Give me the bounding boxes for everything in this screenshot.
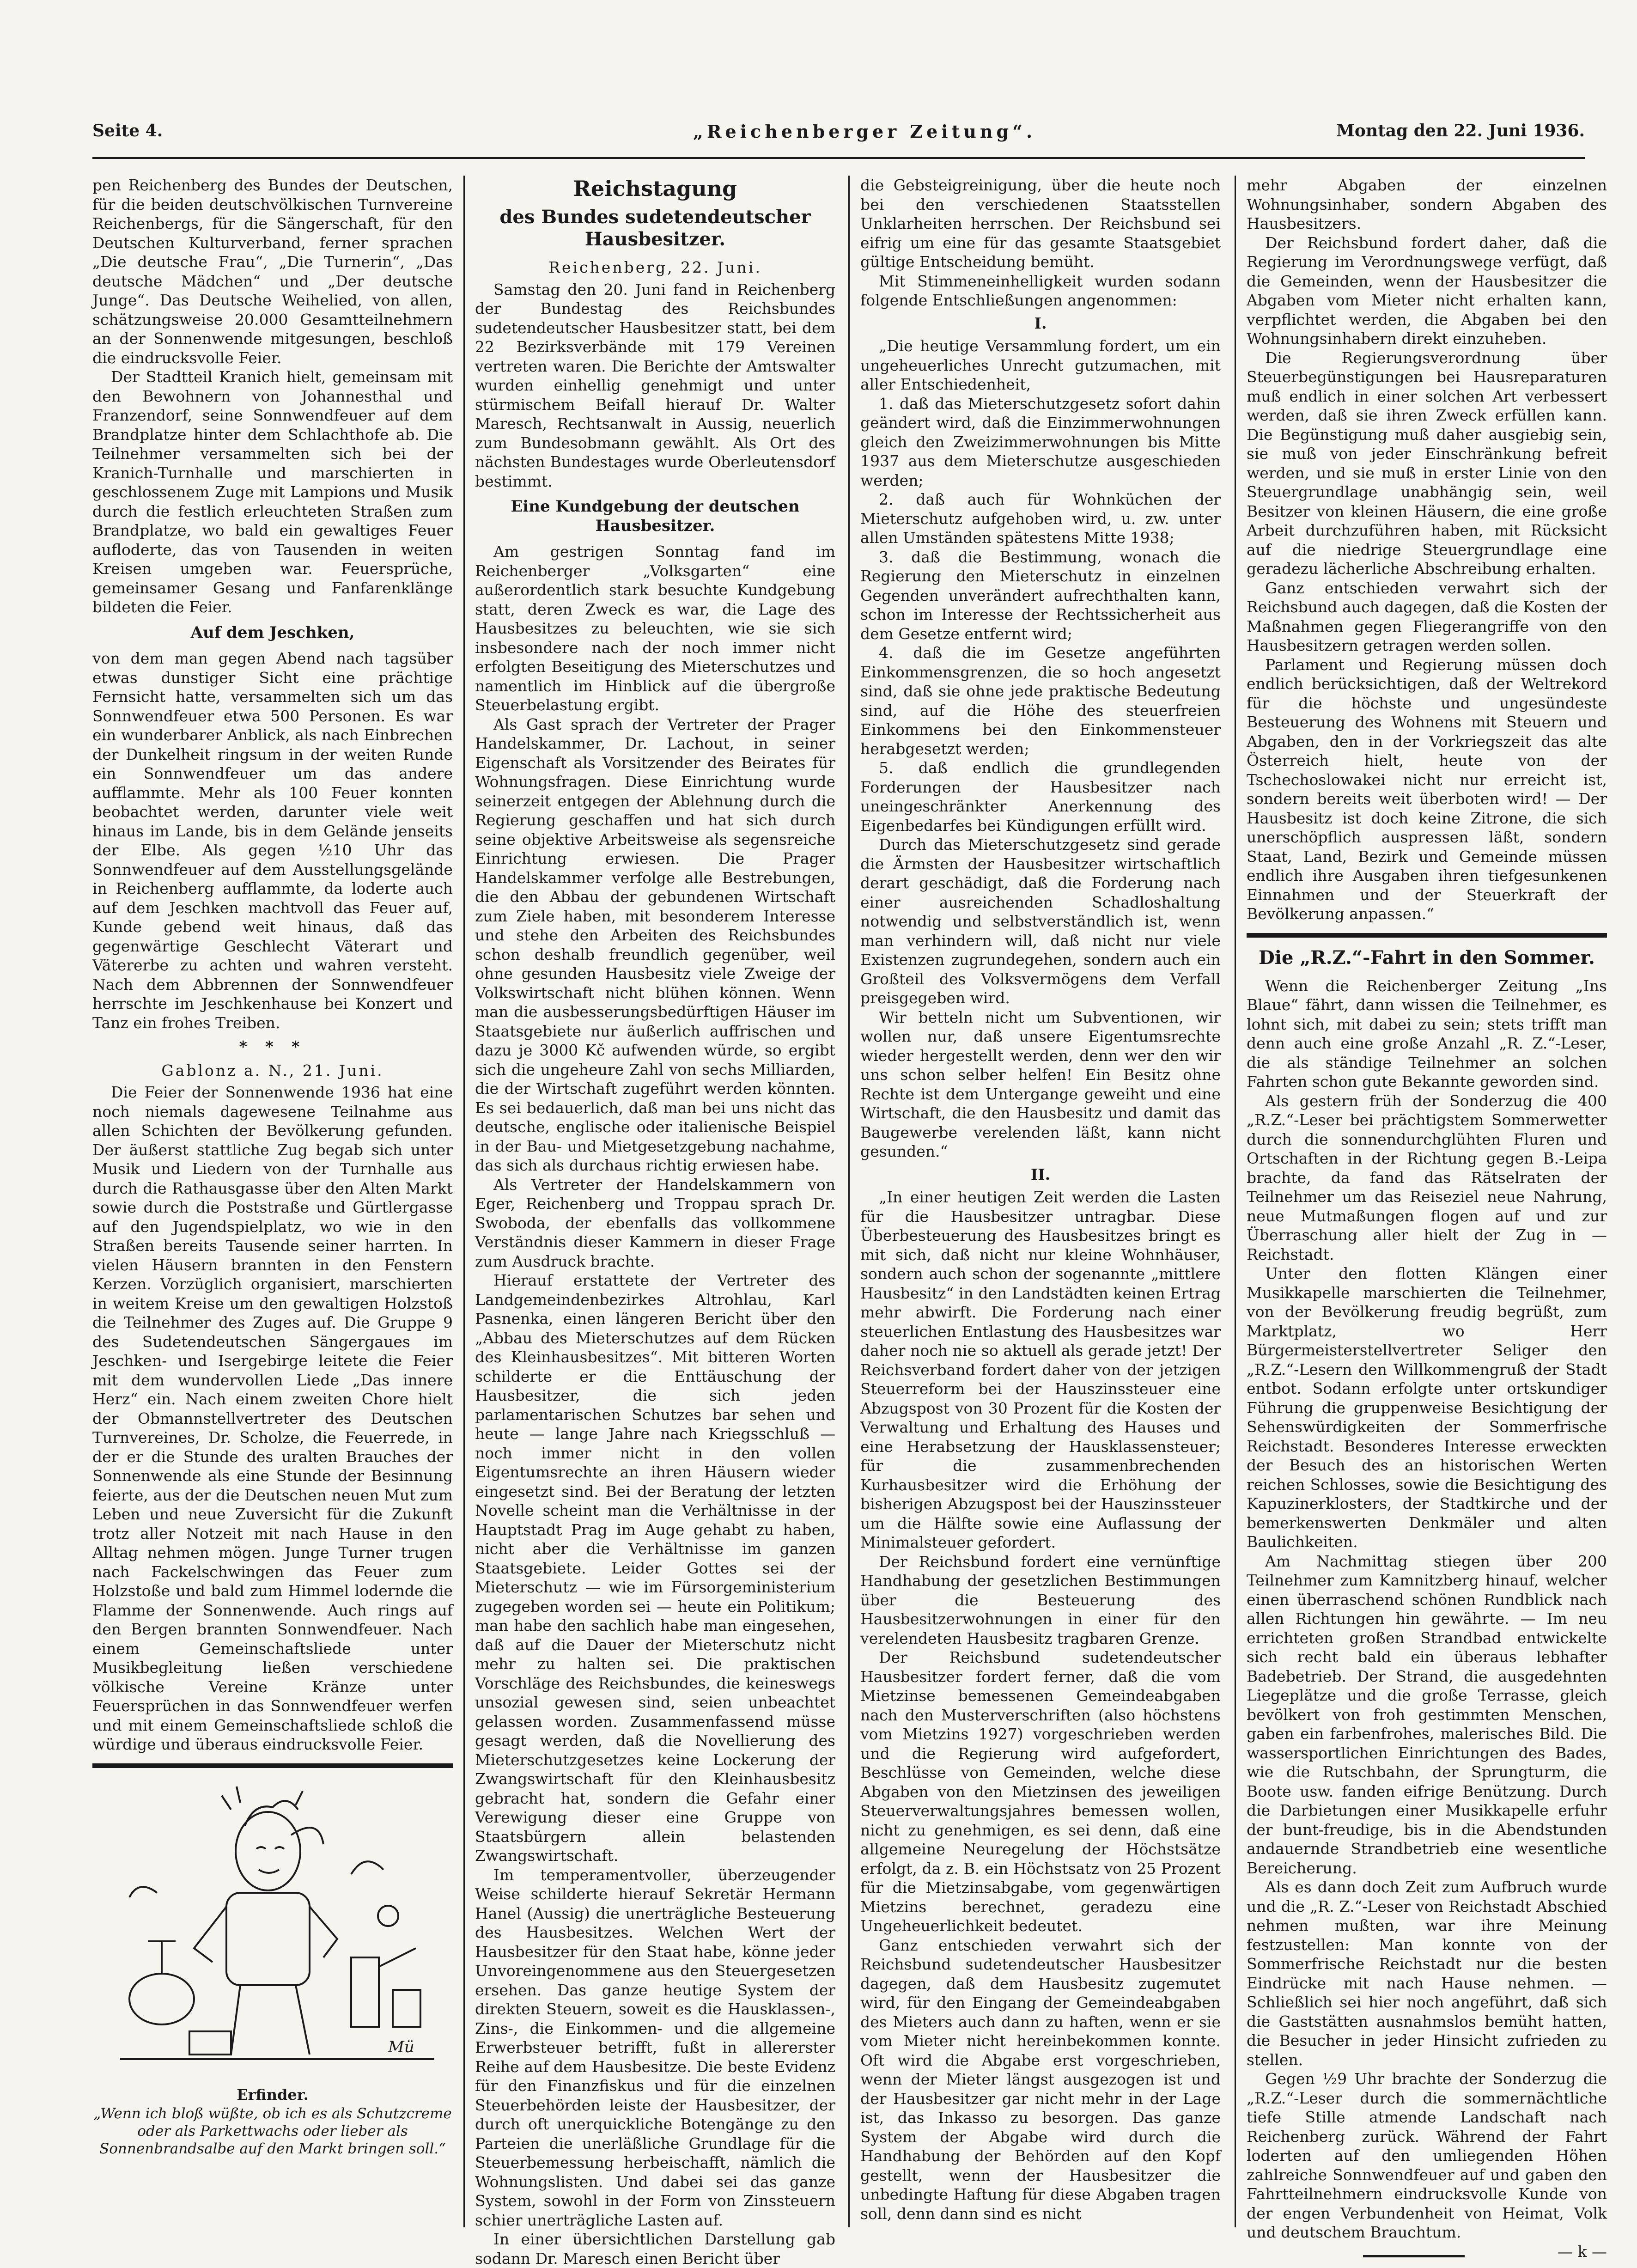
paragraph: Ganz entschieden verwahrt sich der Reichsbund sudetendeutscher Hausbesitzer dagegen, daß dem Hausbesitz zugemutet wird, für den Eingang der Gemeindeabgaben des Mieters auch dann zu haften, wenn er sie vom Mieter nicht hereinbekommen konnte. Oft wird die Abgabe erst vorgeschrieben, wenn der Mieter längst ausgezogen ist und der Hausbesitzer gar nicht mehr in der Lage ist, das Inkasso zu besorgen. Das ganze System der Abgabe wird durch die Handhabung der Behörden auf den Kopf gestellt, wenn der Hausbesitzer die unbedingte Haftung für diese Abgaben tragen soll, denn dann sind es nicht: [860, 1936, 1221, 2223]
paragraph: 1. daß das Mieterschutzgesetz sofort dahin geändert wird, daß die Einzimmerwohnungen gleich den Zweizimmerwohnungen bis Mitte 1937 aus dem Mieterschutze ausgeschieden werden;: [860, 394, 1221, 489]
paragraph: Der Reichsbund fordert eine vernünftige Handhabung der gesetzlichen Bestimmungen über die Besteuerung des Hausbesitzerwohnungen in einer für den verelendeten Hausbesitz tragbaren Grenze.: [860, 1552, 1221, 1647]
paragraph: Die Feier der Sonnenwende 1936 hat eine noch niemals dagewesene Teilnahme aus allen Schichten der Bevölkerung gefunden. Der äußerst stattliche Zug begab sich unter Musik und Liedern von der Turnhalle aus durch die Rathausgasse über den Alten Markt sowie durch die Poststraße und Gürtlergasse auf den Jugendspielplatz, wo wie in den Straßen bereits Tausende seiner harrten. In vielen Häusern brannten in den Fenstern Kerzen. Vorzüglich organisiert, marschierten in weitem Kreise um den gewaltigen Holzstoß die Teilnehmer des Zuges auf. Die Gruppe 9 des Sudetendeutschen Sängergaues im Jeschken- und Isergebirge leitete die Feier mit dem wundervollen Liede „Das innere Herz“ ein. Nach einem zweiten Chore hielt der Obmannstellvertreter des Deutschen Turnvereines, Dr. Scholze, die Feuerrede, in der er die Stunde des uralten Brauches der Sonnenwende als eine Stunde der Besinnung feierte, aus der die Deutschen neuen Mut zum Leben und neue Zuversicht für die Zukunft trotz aller Notzeit mit nach Hause in den Alltag nehmen mögen. Junge Turner trugen nach Fackelschwingen das Feuer zum Holzstoße und bald zum Himmel lodernde die Flamme der Sonnenwende. Auch rings auf den Bergen brannten Sonnwendfeuer. Nach einem Gemeinschaftsliede unter Musikbegleitung ließen verschiedene völkische Vereine Kränze unter Feuersprüchen in das Sonnwendfeuer werfen und mit einem Gemeinschaftsliede schloß die würdige und überaus eindrucksvolle Feier.: [92, 1083, 453, 1753]
column-rule: [1235, 176, 1236, 2227]
column-3: [860, 176, 1221, 2227]
paragraph: 3. daß die Bestimmung, wonach die Regierung den Mieterschutz in einzelnen Gegenden unverändert aufrechthalten kann, schon im Interesse der Rechtssicherheit aus dem Gesetze entfernt wird;: [860, 548, 1221, 643]
cartoon-signature: Mü: [388, 2037, 414, 2056]
paragraph: Als Gast sprach der Vertreter der Prager Handelskammer, Dr. Lachout, in seiner Eigenschaft als Vorsitzender des Beirates für Wohnungsfragen. Diese Einrichtung wurde seinerzeit entgegen der Ablehnung durch die Regierung geschaffen und hat sich durch seine objektive Arbeitsweise als segensreiche Einrichtung erwiesen. Die Prager Handelskammer verfolge alle Bestrebungen, die den Abbau der gebundenen Wirtschaft zum Ziele haben, mit besonderem Interesse und stehe den Arbeiten des Reichsbundes schon deshalb freundlich gegenüber, weil ohne gesunden Hausbesitz viele Zweige der Volkswirtschaft nicht blühen können. Wenn man die ausbesserungsbedürftigen Häuser im Staatsgebiete nur äußerlich auffrischen und dazu je 3000 Kč aufwenden würde, so ergibt sich die ungeheure Zahl von sechs Milliarden, die der Wirtschaft zugeführt werden könnten. Es sei bedauerlich, daß man bei uns nicht das deutsche, englische oder italienische Beispiel in der Bau- und Mietgesetzgebung nachahme, das sich als durchaus richtig erwiesen habe.: [475, 715, 835, 1174]
paragraph: Der Stadtteil Kranich hielt, gemeinsam mit den Bewohnern von Johannesthal und Franzendorf, seine Sonnwendfeuer auf dem Brandplatze hinter dem Schlachthofe ab. Die Teilnehmer versammelten sich bei der Kranich-Turnhalle und marschierten in geschlossenem Zuge mit Lampions und Musik durch die festlich erleuchteten Straßen zum Brandplatze, wo bald ein gewaltiges Feuer aufloderte, das von Tausenden in weiten Kreisen umgeben war. Feuersprüche, gemeinsamer Gesang und Fanfarenklänge bildeten die Feier.: [92, 368, 453, 616]
paragraph: Parlament und Regierung müssen doch endlich berücksichtigen, daß der Weltrekord für die höchste und ungesündeste Besteuerung des Wohnens mit Steuern und Abgaben, den in der Vorkriegszeit das alte Österreich hielt, heute von der Tschechoslowakei nicht nur erreicht ist, sondern bereits weit überboten wird! — Der Hausbesitz ist doch keine Zitrone, die sich unerschöpflich auspressen läßt, sondern Staat, Land, Bezirk und Gemeinde müssen endlich ihre Ausgaben ihren tiefgesunkenen Einnahmen und der Steuerkraft der Bevölkerung anpassen.“: [1247, 655, 1607, 923]
paragraph: Die Regierungsverordnung über Steuerbegünstigungen bei Hausreparaturen muß endlich in einer solchen Art verbessert werden, daß sie ihren Zweck erfüllen kann. Die Begünstigung muß daher ausgiebig sein, sie muß von jeder Einschränkung befreit werden, und sie muß in erster Linie von den Steuergrundlage unabhängig sein, weil Besitzer von kleinen Häusern, die eine große Arbeit durchzuführen haben, mit Rücksicht auf die niedrige Steuergrundlage eine geradezu lächerliche Abschreibung erhalten.: [1247, 348, 1607, 578]
issue-date: Montag den 22. Juni 1936.: [1336, 121, 1585, 140]
paragraph: 4. daß die im Gesetze angeführten Einkommensgrenzen, die so hoch angesetzt sind, daß sie ohne jede praktische Bedeutung sind, auf die Höhe des steuerfreien Einkommens bei den Einkommensteuer herabgesetzt werden;: [860, 644, 1221, 758]
paragraph: Samstag den 20. Juni fand in Reichenberg der Bundestag des Reichsbundes sudetendeutscher Hausbesitzer statt, bei dem 22 Bezirksverbände mit 179 Vereinen vertreten waren. Die Berichte der Amtswalter wurden einhellig genehmigt und unter stürmischem Beifall hierauf Dr. Walter Maresch, Rechtsanwalt in Aussig, neuerlich zum Bundesobmann gewählt. Als Ort des nächsten Bundestages wurde Oberleutensdorf bestimmt.: [475, 280, 835, 490]
paragraph: 5. daß endlich die grundlegenden Forderungen der Hausbesitzer nach uneingeschränkter Anerkennung des Eigenbedarfes bei Kündigungen erfüllt wird.: [860, 759, 1221, 835]
author-sign: — k —: [1558, 2242, 1607, 2261]
dateline: Reichenberg, 22. Juni.: [548, 258, 762, 276]
subheading: Auf dem Jeschken,: [190, 623, 355, 642]
section-number: I.: [1034, 314, 1047, 332]
paragraph: Durch das Mieterschutzgesetz sind gerade die Ärmsten der Hausbesitzer wirtschaftlich derart geschädigt, daß die Forderung nach einer ausreichenden Schadloshaltung notwendig und selbstverständlich ist, wenn man verhindern will, daß nicht nur viele Existenzen zugrundegehen, sondern auch ein Großteil des Volksvermögens dem Verfall preisgegeben wird.: [860, 835, 1221, 1007]
page-header: [92, 121, 1585, 154]
paragraph: von dem man gegen Abend nach tagsüber etwas dunstiger Sicht eine prächtige Fernsicht hatte, versammelten sich um das Sonnwendfeuer etwa 500 Personen. Es war ein wunderbarer Anblick, als nach Einbrechen der Dunkelheit ringsum in der weiten Runde ein Sonnwendfeuer um das andere aufflammte. Mehr als 100 Feuer konnten beobachtet werden, darunter viele weit hinaus im Lande, bis in dem Gelände jenseits der Elbe. Als gegen ½10 Uhr das Sonnwendfeuer auf dem Ausstellungsgelände in Reichenberg aufflammte, da loderte auch auf dem Jeschken machtvoll das Feuer auf, Kunde gebend weit hinaus, daß das gegenwärtige Geschlecht Väterart und Vätererbe zu achten und wahren versteht. Nach dem Abbrennen der Sonnwendfeuer herrschte im Jeschkenhause bei Konzert und Tanz ein frohes Treiben.: [92, 649, 453, 1032]
header-rule: [92, 157, 1585, 159]
paragraph: Als gestern früh der Sonderzug die 400 „R.Z.“-Leser bei prächtigstem Sommerwetter durch die sonnendurchglühten Fluren und Ortschaften in der Richtung gegen B.-Leipa brachte, da fand das Rätselraten der Teilnehmer um das Reiseziel neue Nahrung, neue Mutmaßungen flogen auf und zur Überraschung aller hielt der Zug in — Reichstadt.: [1247, 1091, 1607, 1263]
paragraph: Am gestrigen Sonntag fand im Reichenberger „Volksgarten“ eine außerordentlich stark besuchte Kundgebung statt, deren Zweck es war, die Lage des Hausbesitzes zu beleuchten, wie sie sich insbesondere nach der noch immer nicht erfolgten Beseitigung des Mieterschutzes und namentlich im Hinblick auf die übergroße Steuerbelastung ergibt.: [475, 543, 835, 714]
paragraph: „Die heutige Versammlung fordert, um ein ungeheuerliches Unrecht gutzumachen, mit aller Entschiedenheit,: [860, 337, 1221, 393]
paragraph: In einer übersichtlichen Darstellung gab sodann Dr. Maresch einen Bericht über: [475, 2230, 835, 2268]
end-rule: [1363, 2255, 1465, 2257]
paragraph: Unter den flotten Klängen einer Musikkapelle marschierten die Teilnehmer, von der Bevölkerung freudig begrüßt, zum Marktplatz, wo Herr Bürgermeisterstellvertreter Seliger den „R.Z.“-Lesern den Willkommengruß der Stadt entbot. Sodann erfolgte unter ortskundiger Führung die gruppenweise Besichtigung der Sehenswürdigkeiten der Sommerfrische Reichstadt. Besonderes Interesse erweckten der Besuch des an historischen Werten reichen Schlosses, sowie die Besichtigung des Kapuzinerklosters, der Stadtkirche und der bemerkenswerten Denkmäler und alten Baulichkeiten.: [1247, 1264, 1607, 1551]
paragraph: mehr Abgaben der einzelnen Wohnungsinhaber, sondern Abgaben des Hausbesitzers.: [1247, 176, 1607, 232]
paragraph: Ganz entschieden verwahrt sich der Reichsbund auch dagegen, daß die Kosten der Maßnahmen gegen Fliegerangriffe von den Hausbesitzern getragen werden sollen.: [1247, 579, 1607, 654]
paragraph: Als Vertreter der Handelskammern von Eger, Reichenberg und Troppau sprach Dr. Swoboda, der ebenfalls das vollkommene Verständnis dieser Kammern in dieser Frage zum Ausdruck brachte.: [475, 1175, 835, 1270]
paragraph: Der Reichsbund sudetendeutscher Hausbesitzer fordert ferner, daß die vom Mietzinse bemessenen Gemeindeabgaben nach den Musterverschriften (also höchstens vom Mietzins 1927) vorgeschrieben werden und die Regierung wird aufgefordert, Beschlüsse von Gemeinden, welche diese Abgaben von den Mietzinsen des jeweiligen Steuerverwaltungsjahres bemessen wollen, nicht zu genehmigen, es sei denn, daß eine allgemeine Neuregelung der Höchstsätze erfolgt, da z. B. ein Höchstsatz von 25 Prozent für die Mietzinsabgabe, vom gegenwärtigen Mietzins berechnet, geradezu eine Ungeheuerlichkeit bedeutet.: [860, 1648, 1221, 1935]
paragraph: „In einer heutigen Zeit werden die Lasten für die Hausbesitzer untragbar. Diese Überbesteuerung des Hausbesitzes bringt es mit sich, daß nicht nur kleine Wohnhäuser, sondern auch schon der sogenannte „mittlere Hausbesitz“ in den Landstädten keinen Ertrag mehr abwirft. Die Forderung nach einer steuerlichen Entlastung des Hausbesitzes war daher noch nie so aktuell als gerade jetzt! Der Reichsverband fordert daher von der jetzigen Steuerreform bei der Hauszinssteuer eine Abzugspost von 30 Prozent für die Kosten der Verwaltung und Erhaltung des Hauses und eine Herabsetzung der Hausklassensteuer; für die zusammenbrechenden Kurhausbesitzer wird die Erhöhung der bisherigen Abzugspost bei der Hauszinssteuer um die Hälfte sowie eine Auflassung der Minimalsteuer gefordert.: [860, 1188, 1221, 1551]
cartoon-rule: [92, 1763, 453, 1768]
paragraph: Wenn die Reichenberger Zeitung „Ins Blaue“ fährt, dann wissen die Teilnehmer, es lohnt sich, mit dabei zu sein; stets trifft man denn auch eine große Anzahl „R. Z.“-Leser, die als ständige Teilnehmer an solchen Fahrten schon gute Bekannte geworden sind.: [1247, 976, 1607, 1091]
column-2: [475, 176, 835, 2268]
caption-title: Erfinder.: [237, 2086, 309, 2103]
paragraph: pen Reichenberg des Bundes der Deutschen, für die beiden deutschvölkischen Turnvereine Reichenbergs, für die Sängerschaft, für den Deutschen Kulturverband, ferner sprachen „Die deutsche Frau“, „Die Turnerin“, „Das deutsche Mädchen“ und „Der deutsche Junge“. Das Deutsche Weihelied, von allen, schätzungsweise 20.000 Gesamtteilnehmern an der Sonnenwende mitgesungen, beschloß die eindrucksvolle Feier.: [92, 176, 453, 367]
separator: * * *: [239, 1037, 306, 1055]
article-headline: Reichstagung: [573, 176, 737, 201]
column-1: [92, 176, 453, 2227]
caption-text: „Wenn ich bloß wüßte, ob ich es als Schutzcreme oder als Parkettwachs oder lieber als Sonnenbrandsalbe auf den Markt bringen soll.“: [93, 2105, 452, 2157]
paragraph: Wir betteln nicht um Subventionen, wir wollen nur, daß unsere Eigentumsrechte wieder hergestellt werden, denn wer den wir uns schon selber helfen! Ein Besitz ohne Rechte ist dem Untergange geweiht und eine Wirtschaft, die den Hausbesitz und damit das Baugewerbe verelenden läßt, kann nicht gesunden.“: [860, 1008, 1221, 1160]
paragraph: 2. daß auch für Wohnküchen der Mieterschutz aufgehoben wird, u. zw. unter allen Umständen spätestens Mitte 1938;: [860, 490, 1221, 547]
paragraph: die Gebsteigreinigung, über die heute noch bei den verschiedenen Staatsstellen Unklarheiten herrschen. Der Reichsbund sei eifrig um eine für das gesamte Staatsgebiet gültige Entscheidung bemüht.: [860, 176, 1221, 271]
paragraph: Der Reichsbund fordert daher, daß die Regierung im Verordnungswege verfügt, daß die Gemeinden, wenn der Hausbesitzer die Abgaben vom Mieter nicht erhalten kann, verpflichtet werden, die Abgaben bei den Wohnungsinhabern direkt einzuheben.: [1247, 233, 1607, 348]
article-headline: Die „R.Z.“-Fahrt in den Sommer.: [1259, 946, 1595, 969]
newspaper-title: „Reichenberger Zeitung“.: [693, 121, 1036, 142]
cartoon-inventor: [92, 1782, 453, 2078]
paragraph: Im temperamentvoller, überzeugender Weise schilderte hierauf Sekretär Hermann Hanel (Aussig) die unerträgliche Besteuerung des Hausbesitzes. Welchen Wert der Hausbesitzer für den Staat habe, könne jeder Unvoreingenommene aus den Steuergesetzen ersehen. Das ganze heutige System der direkten Steuern, soweit es die Hausklassen-, Zins-, die Einkommen- und die allgemeine Erwerbsteuer betrifft, fußt in allererster Reihe auf dem Hausbesitze. Die beste Evidenz für den Finanzfiskus und für die einzelnen Steuerbehörden leiste der Hausbesitzer, der durch oft unerquickliche Botengänge zu den Parteien die unerläßliche Grundlage für die Steuerbemessung herbeischafft, nämlich die Wohnungslisten. Und dabei sei das ganze System, sowohl in der Form von Zinssteuern schier unerträgliche Lasten auf.: [475, 1866, 835, 2229]
paragraph: Als es dann doch Zeit zum Aufbruch wurde und die „R. Z.“-Leser von Reichstadt Abschied nehmen mußten, war ihre Meinung festzustellen: Man konnte von der Sommerfrische Reichstadt nur die besten Eindrücke mit nach Hause nehmen. — Schließlich sei hier noch angeführt, daß sich die Gaststätten ausnahmslos bemüht hatten, die Besucher in jeder Hinsicht zufrieden zu stellen.: [1247, 1878, 1607, 2069]
paragraph: Gegen ½9 Uhr brachte der Sonderzug die „R.Z.“-Leser durch die sommernächtliche tiefe Stille atmende Landschaft nach Reichenberg zurück. Während der Fahrt loderten auf den umliegenden Höhen zahlreiche Sonnwendfeuer auf und gaben den Fahrtteilnehmern eindrucksvolle Kunde von der engen Verbundenheit von Heimat, Volk und deutschem Brauchtum.: [1247, 2070, 1607, 2241]
dateline: Gablonz a. N., 21. Juni.: [161, 1061, 384, 1079]
column-rule: [463, 176, 465, 2227]
paragraph: Hierauf erstattete der Vertreter des Landgemeindenbezirkes Altrohlau, Karl Pasnenka, einen längeren Bericht über den „Abbau des Mieterschutzes auf dem Rücken des Kleinhausbesitzes“. Mit bitteren Worten schilderte er die Enttäuschung der Hausbesitzer, die sich jeden parlamentarischen Schutzes bar sehen und heute — lange Jahre nach Kriegsschluß — noch immer nicht in den vollen Eigentumsrechte an ihren Häusern wieder eingesetzt sind. Bei der Beratung der letzten Novelle scheint man die Verhältnisse in der Hauptstadt Prag im Auge gehabt zu haben, nicht aber die Verhältnisse im ganzen Staatsgebiete. Leider Gottes sei der Mieterschutz — wie im Fürsorgeministerium zugegeben worden sei — heute ein Politikum; man habe den sachlich habe man eingesehen, daß auf die Dauer der Mieterschutz nicht mehr zu halten sei. Die praktischen Vorschläge des Reichsbundes, die keineswegs unsozial gewesen sind, seien unbeachtet gelassen worden. Zusammenfassend müsse gesagt werden, daß die Novellierung des Mieterschutzgesetzes keine Lockerung der Zwangswirtschaft für den Kleinhausbesitz gebracht hat, sondern die Gefahr einer Verewigung dieser eine Gruppe von Staatsbürgern allein belastenden Zwangswirtschaft.: [475, 1271, 835, 1865]
article-rule: [1247, 933, 1607, 938]
subheading: Eine Kundgebung der deutschen Hausbesitzer.: [511, 497, 800, 535]
paragraph: Mit Stimmeneinhelligkeit wurden sodann folgende Entschließungen angenommen:: [860, 272, 1221, 309]
paragraph: Am Nachmittag stiegen über 200 Teilnehmer zum Kamnitzberg hinauf, welcher einen überraschend schönen Rundblick nach allen Richtungen hin gewährte. — Im neu errichteten großen Strandbad entwickelte sich recht bald ein überaus lebhafter Badebetrieb. Der Strand, die ausgedehnten Liegeplätze und die große Terrasse, gleich bevölkert von froh gestimmten Menschen, gaben ein farbenfrohes, malerisches Bild. Die wassersportlichen Einrichtungen des Bades, wie die Rutschbahn, der Sprungturm, die Boote usw. fanden eifrige Benützung. Durch die Darbietungen einer Musikkapelle erfuhr der bunt-freudige, bis in die Abendstunden andauernde Strandbetrieb eine wesentliche Bereicherung.: [1247, 1552, 1607, 1877]
column-rule: [848, 176, 850, 2227]
column-4: [1247, 176, 1607, 2261]
section-number: II.: [1030, 1165, 1051, 1183]
page-number: Seite 4.: [92, 121, 163, 140]
article-subheadline: des Bundes sudetendeutscher Hausbesitzer.: [499, 206, 811, 250]
